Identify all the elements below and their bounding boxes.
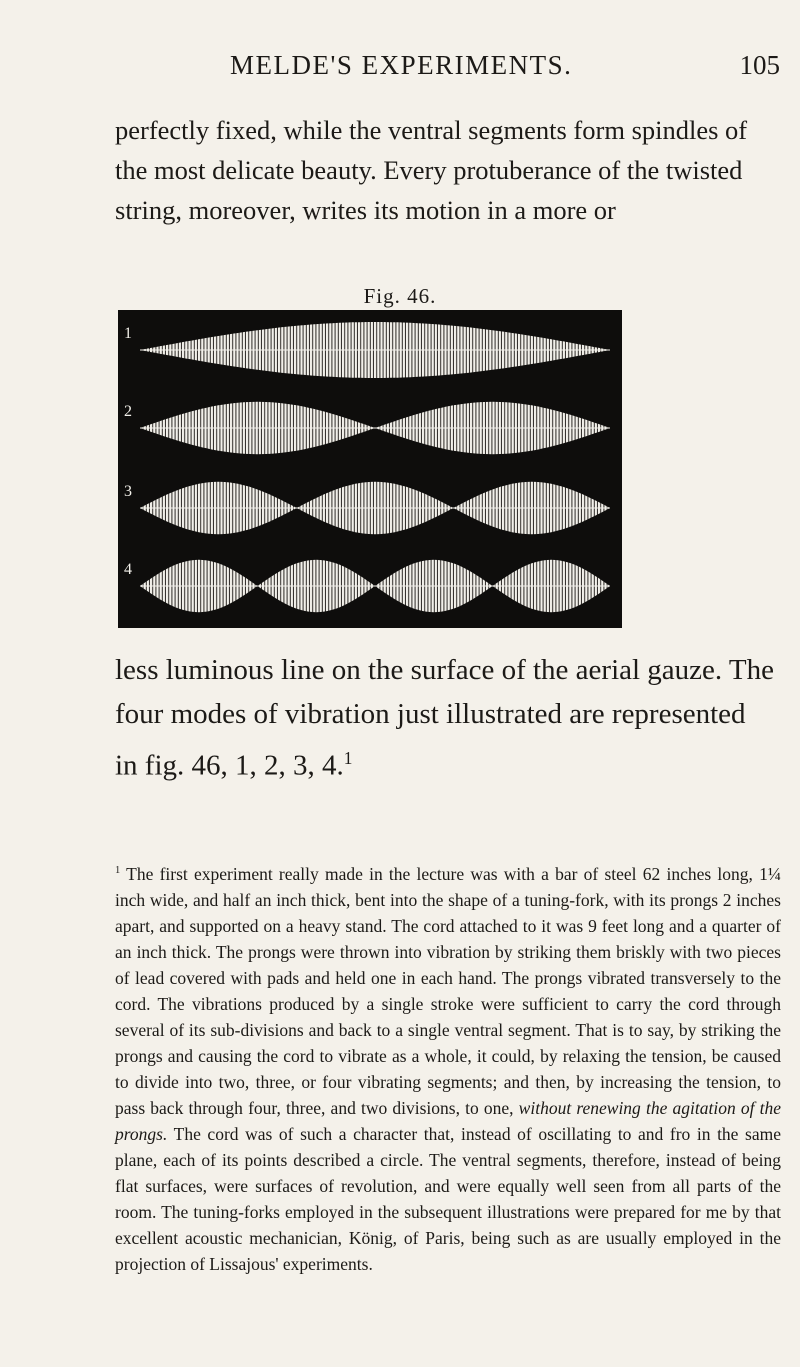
figure-caption: Fig. 46.	[363, 284, 437, 308]
page-number: 105	[739, 50, 780, 80]
footnote-reference: 1	[343, 748, 353, 768]
vibration-mode-label: 2	[124, 403, 132, 420]
footnote-marker: 1	[115, 865, 121, 876]
page-header	[120, 50, 780, 90]
footnote-text-part2: The cord was of such a character that, instead of oscillating to and fro in the same plane, each of its points described a circle. The ventral segments, therefore, instead of being flat surfaces, were surfaces of revolution, and were equally well seen from all parts of the room. The tuning-forks employed in the subsequent illustrations were prepared for me by that excellent acoustic mechanician, König, of Paris, being such as are usually employed in the projection of Lissajous' experiments.	[115, 1123, 781, 1274]
paragraph-bottom	[115, 648, 775, 788]
footnote	[115, 858, 781, 1277]
running-head: MELDE'S EXPERIMENTS.	[230, 50, 573, 80]
vibration-mode-label: 3	[124, 483, 132, 500]
vibration-mode-label: 1	[124, 325, 132, 342]
footnote-text-part1: The first experiment really made in the lecture was with a bar of steel 62 inches long, 1¼ inch wide, and half an inch thick, bent into the shape of a tuning-fork, with its prongs 2 inches apart, and supported on a heavy stand. The cord attached to it was 9 feet long and a quarter of an inch thick. The prongs were thrown into vibration by striking them briskly with two pieces of lead covered with pads and held one in each hand. The prongs vibrated transversely to the cord. The vibrations produced by a single stroke were sufficient to carry the cord through several of its sub-divisions and back to a single ventral segment. That is to say, by striking the prongs and causing the cord to vibrate as a whole, it could, by relaxing the tension, be caused to divide into two, three, or four vibrating segments; and then, by increasing the tension, to pass back through four, three, and two divisions, to one,	[115, 863, 781, 1118]
paragraph-bottom-text: less luminous line on the surface of the aerial gauze. The four modes of vibration just illustrated are represented in fig. 46, 1, 2, 3, 4.	[115, 654, 774, 782]
vibration-modes-illustration	[118, 310, 622, 628]
footnote-italic: without renewing the agitation of the prongs.	[115, 1097, 781, 1144]
vibration-mode-label: 4	[124, 561, 132, 578]
figure-46	[118, 310, 622, 628]
paragraph-top: perfectly fixed, while the ventral segments form spindles of the most delicate beauty. Every protuberance of the twisted string, moreover, writes its motion in a more or	[115, 115, 748, 225]
